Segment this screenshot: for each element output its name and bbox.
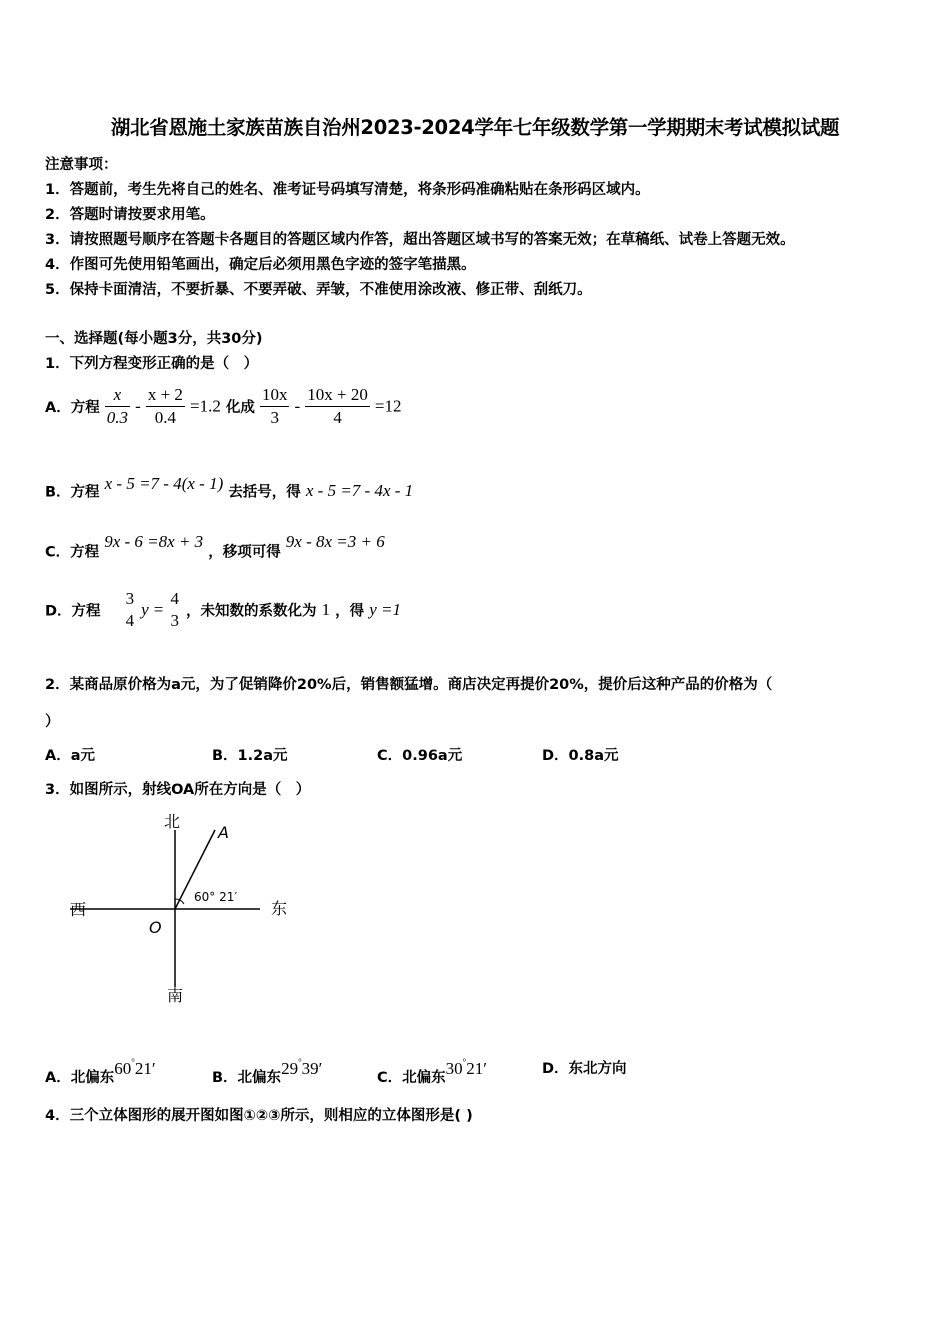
q4-stem: 4．三个立体图形的展开图如图①②③所示，则相应的立体图形是( ) — [45, 1108, 473, 1124]
note-item-4: 4．作图可先使用铅笔画出，确定后必须用黑色字迹的签字笔描黑。 — [45, 257, 476, 273]
label-west: 西 — [70, 900, 87, 919]
q3-option-d: D．东北方向 — [542, 1061, 627, 1077]
q1-d-frac2: 4 3 — [170, 589, 179, 630]
note-item-1: 1．答题前，考生先将自己的姓名、准考证号码填写清楚，将条形码准确粘贴在条形码区域内。 — [45, 182, 650, 198]
q1-b-eq2: x - 5 =7 - 4x - 1 — [305, 481, 414, 500]
q1-option-a: A．方程 $\frac{x}{0.3}$ - $\frac{x + 2}{0.4}$ =1.2 化成 $\frac{10x}{3}$ - $\frac{10x + 20}{4}$ =12 — [45, 385, 402, 427]
q1-a-label: A．方程 — [45, 400, 100, 416]
q1-stem: 1．下列方程变形正确的是（ ） — [45, 356, 259, 372]
q3-option-c: C．北偏东30°21′ — [377, 1057, 487, 1086]
compass-figure — [60, 805, 310, 1010]
q1-d-frac1: 3 4 — [125, 589, 135, 630]
q1-c-label: C．方程 — [45, 544, 100, 561]
q1-option-c — [45, 532, 385, 562]
q1-option-d: D．方程 3 4 y = 4 3 ，未知数的系数化为 1 ，得 y =1 — [45, 589, 401, 630]
label-angle: 60° 21′ — [194, 890, 238, 904]
q2-stem-end: ） — [45, 714, 60, 730]
label-origin: O — [149, 918, 162, 937]
q1-d-label: D．方程 — [45, 603, 101, 620]
q2-option-c: C．0.96a元 — [377, 748, 463, 764]
label-north: 北 — [164, 812, 181, 831]
q3-stem: 3．如图所示，射线OA所在方向是（ ） — [45, 782, 311, 798]
q1-a-frac4: $\frac{10x + 20}{4}$ — [307, 385, 368, 427]
label-point-a: A — [218, 823, 229, 842]
section-heading: 一、选择题(每小题3分，共30分) — [45, 331, 263, 347]
q1-option-b — [45, 474, 413, 502]
q1-b-label: B．方程 — [45, 484, 100, 501]
label-south: 南 — [167, 986, 184, 1005]
q1-a-frac1: $\frac{x}{0.3}$ — [106, 385, 129, 427]
note-item-3: 3．请按照题号顺序在答题卡各题目的答题区域内作答，超出答题区域书写的答案无效；在草稿纸、试卷上答题无效。 — [45, 232, 795, 248]
q1-d-result: y =1 — [369, 600, 401, 619]
q2-option-b: B．1.2a元 — [212, 748, 288, 764]
q2-option-d: D．0.8a元 — [542, 748, 619, 764]
q1-d-link1: ，未知数的系数化为 — [186, 603, 317, 620]
label-east: 东 — [271, 899, 288, 918]
note-item-2: 2．答题时请按要求用笔。 — [45, 207, 215, 223]
q3-option-a: A．北偏东60°21′ — [45, 1057, 156, 1086]
q2-option-a: A．a元 — [45, 748, 96, 764]
q1-d-one: 1 — [321, 600, 331, 619]
q1-a-rhs2: =12 — [374, 396, 402, 416]
q1-b-link: 去括号，得 — [228, 484, 301, 501]
q2-stem: 2．某商品原价格为a元，为了促销降价20%后，销售额猛增。商店决定再提价20%，提价后这种产品的价格为（ — [45, 677, 773, 693]
q1-c-eq1: 9x - 6 =8x + 3 — [104, 532, 204, 551]
q1-c-eq2: 9x - 8x =3 + 6 — [285, 532, 385, 551]
notes-heading: 注意事项： — [45, 157, 118, 173]
q1-d-link2: ，得 — [335, 603, 365, 620]
q1-a-link: 化成 — [225, 400, 255, 416]
q1-a-frac3: $\frac{10x}{3}$ — [261, 385, 288, 427]
q1-a-frac2: $\frac{x + 2}{0.4}$ — [147, 385, 183, 427]
q1-a-rhs1: =1.2 — [190, 396, 221, 416]
q3-option-b: B．北偏东29°39′ — [212, 1057, 323, 1086]
q1-b-eq1: x - 5 =7 - 4(x - 1) — [104, 474, 224, 493]
q1-d-var: y — [141, 600, 149, 619]
q1-c-link: ，移项可得 — [208, 544, 281, 561]
note-item-5: 5．保持卡面清洁，不要折暴、不要弄破、弄皱，不准使用涂改液、修正带、刮纸刀。 — [45, 282, 592, 298]
page-title: 湖北省恩施土家族苗族自治州2023-2024学年七年级数学第一学期期末考试模拟试题 — [110, 116, 840, 139]
